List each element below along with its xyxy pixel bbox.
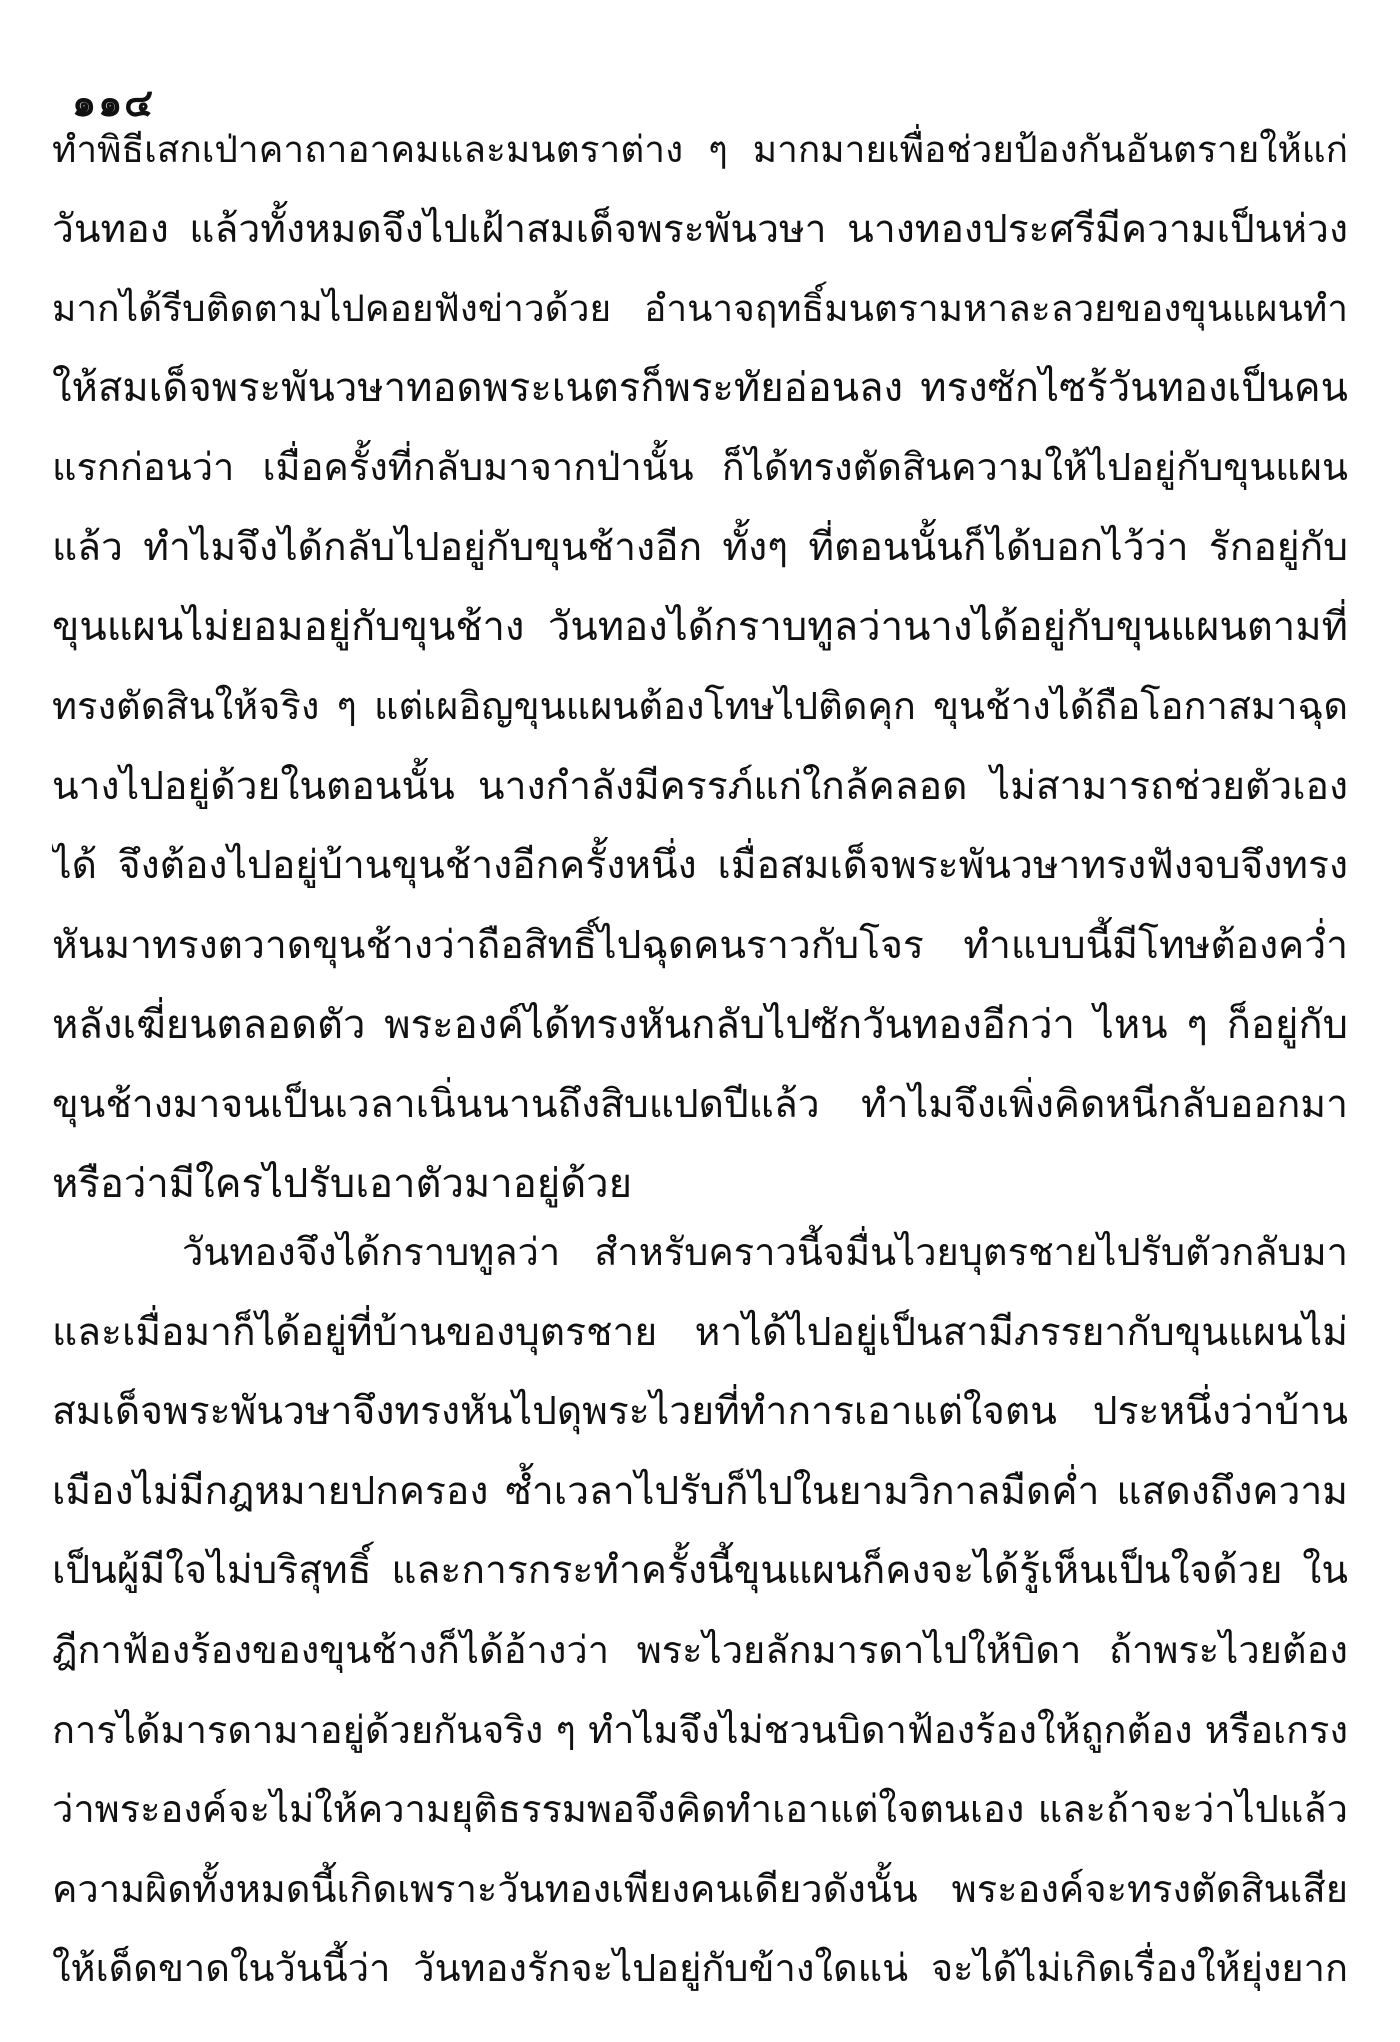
text-line: ว่าพระองค์จะไม่ให้ความยุติธรรมพอจึงคิดทำเอาแต่ใจตนเอง และถ้าจะว่าไปแล้ว: [52, 1787, 1348, 1832]
text-line: หลังเฆี่ยนตลอดตัว พระองค์ได้ทรงหันกลับไปซักวันทองอีกว่า ไหน ๆ ก็อยู่กับ: [52, 1001, 1348, 1048]
text-line: ความผิดทั้งหมดนี้เกิดเพราะวันทองเพียงคนเดียวดังนั้น พระองค์จะทรงตัดสินเสีย: [52, 1866, 1348, 1911]
text-line: วันทอง แล้วทั้งหมดจึงไปเฝ้าสมเด็จพระพันวษา นางทองประศรีมีความเป็นห่วง: [52, 206, 1348, 252]
text-line: แรกก่อนว่า เมื่อครั้งที่กลับมาจากป่านั้น ก็ได้ทรงตัดสินความให้ไปอยู่กับขุนแผน: [52, 445, 1348, 490]
paragraph-2: [52, 1213, 1348, 2009]
text-line: หันมาทรงตวาดขุนช้างว่าถือสิทธิ์ไปฉุดคนราวกับโจร ทำแบบนี้มีโทษต้องคว่ำ: [52, 922, 1348, 968]
text-line: การได้มารดามาอยู่ด้วยกันจริง ๆ ทำไมจึงไม่ชวนบิดาฟ้องร้องให้ถูกต้อง หรือเกรง: [52, 1707, 1348, 1752]
text-line: หรือว่ามีใครไปรับเอาตัวมาอยู่ด้วย: [52, 1160, 633, 1207]
text-line: แล้ว ทำไมจึงได้กลับไปอยู่กับขุนช้างอีก ทั้งๆ ที่ตอนนั้นก็ได้บอกไว้ว่า รักอยู่กับ: [52, 524, 1348, 570]
page-number: ๑๑๔: [72, 81, 156, 125]
text-line: ทำพิธีเสกเป่าคาถาอาคมและมนตราต่าง ๆ มากมายเพื่อช่วยป้องกันอันตรายให้แก่: [52, 128, 1348, 171]
text-line: ขุนแผนไม่ยอมอยู่กับขุนช้าง วันทองได้กราบทูลว่านางได้อยู่กับขุนแผนตามที่: [52, 603, 1348, 650]
text-line: ให้สมเด็จพระพันวษาทอดพระเนตรก็พระทัยอ่อนลง ทรงซักไซร้วันทองเป็นคน: [52, 364, 1348, 411]
text-line: ฎีกาฟ้องร้องของขุนช้างก็ได้อ้างว่า พระไวยลักมารดาไปให้บิดา ถ้าพระไวยต้อง: [52, 1627, 1348, 1672]
text-line: ได้ จึงต้องไปอยู่บ้านขุนช้างอีกครั้งหนึ่ง เมื่อสมเด็จพระพันวษาทรงฟังจบจึงทรง: [52, 843, 1348, 889]
text-line: ให้เด็ดขาดในวันนี้ว่า วันทองรักจะไปอยู่กับข้างใดแน่ จะได้ไม่เกิดเรื่องให้ยุ่งยาก: [52, 1946, 1348, 1991]
text-line: เป็นผู้มีใจไม่บริสุทธิ์ และการกระทำครั้งนี้ขุนแผนก็คงจะได้รู้เห็นเป็นใจด้วย ใน: [52, 1548, 1348, 1594]
text-line: สมเด็จพระพันวษาจึงทรงหันไปดุพระไวยที่ทำการเอาแต่ใจตน ประหนึ่งว่าบ้าน: [52, 1389, 1348, 1435]
text-line: และเมื่อมาก็ได้อยู่ที่บ้านของบุตรชาย หาได้ไปอยู่เป็นสามีภรรยากับขุนแผนไม่: [52, 1309, 1348, 1355]
paragraph-1: [52, 110, 1348, 1224]
text-line: มากได้รีบติดตามไปคอยฟังข่าวด้วย อำนาจฤทธิ์มนตรามหาละลวยของขุนแผนทำ: [52, 287, 1348, 331]
text-line: เมืองไม่มีกฎหมายปกครอง ซ้ำเวลาไปรับก็ไปในยามวิกาลมืดค่ำ แสดงถึงความ: [52, 1468, 1348, 1514]
text-line: ทรงตัดสินให้จริง ๆ แต่เผอิญขุนแผนต้องโทษไปติดคุก ขุนช้างได้ถือโอกาสมาฉุด: [52, 684, 1348, 729]
text-line: วันทองจึงได้กราบทูลว่า สำหรับคราวนี้จมื่นไวยบุตรชายไปรับตัวกลับมา: [182, 1230, 1348, 1274]
text-line: ขุนช้างมาจนเป็นเวลาเนิ่นนานถึงสิบแปดปีแล้ว ทำไมจึงเพิ่งคิดหนีกลับออกมา: [52, 1082, 1348, 1128]
text-line: นางไปอยู่ด้วยในตอนนั้น นางกำลังมีครรภ์แก่ใกล้คลอด ไม่สามารถช่วยตัวเอง: [52, 763, 1348, 809]
